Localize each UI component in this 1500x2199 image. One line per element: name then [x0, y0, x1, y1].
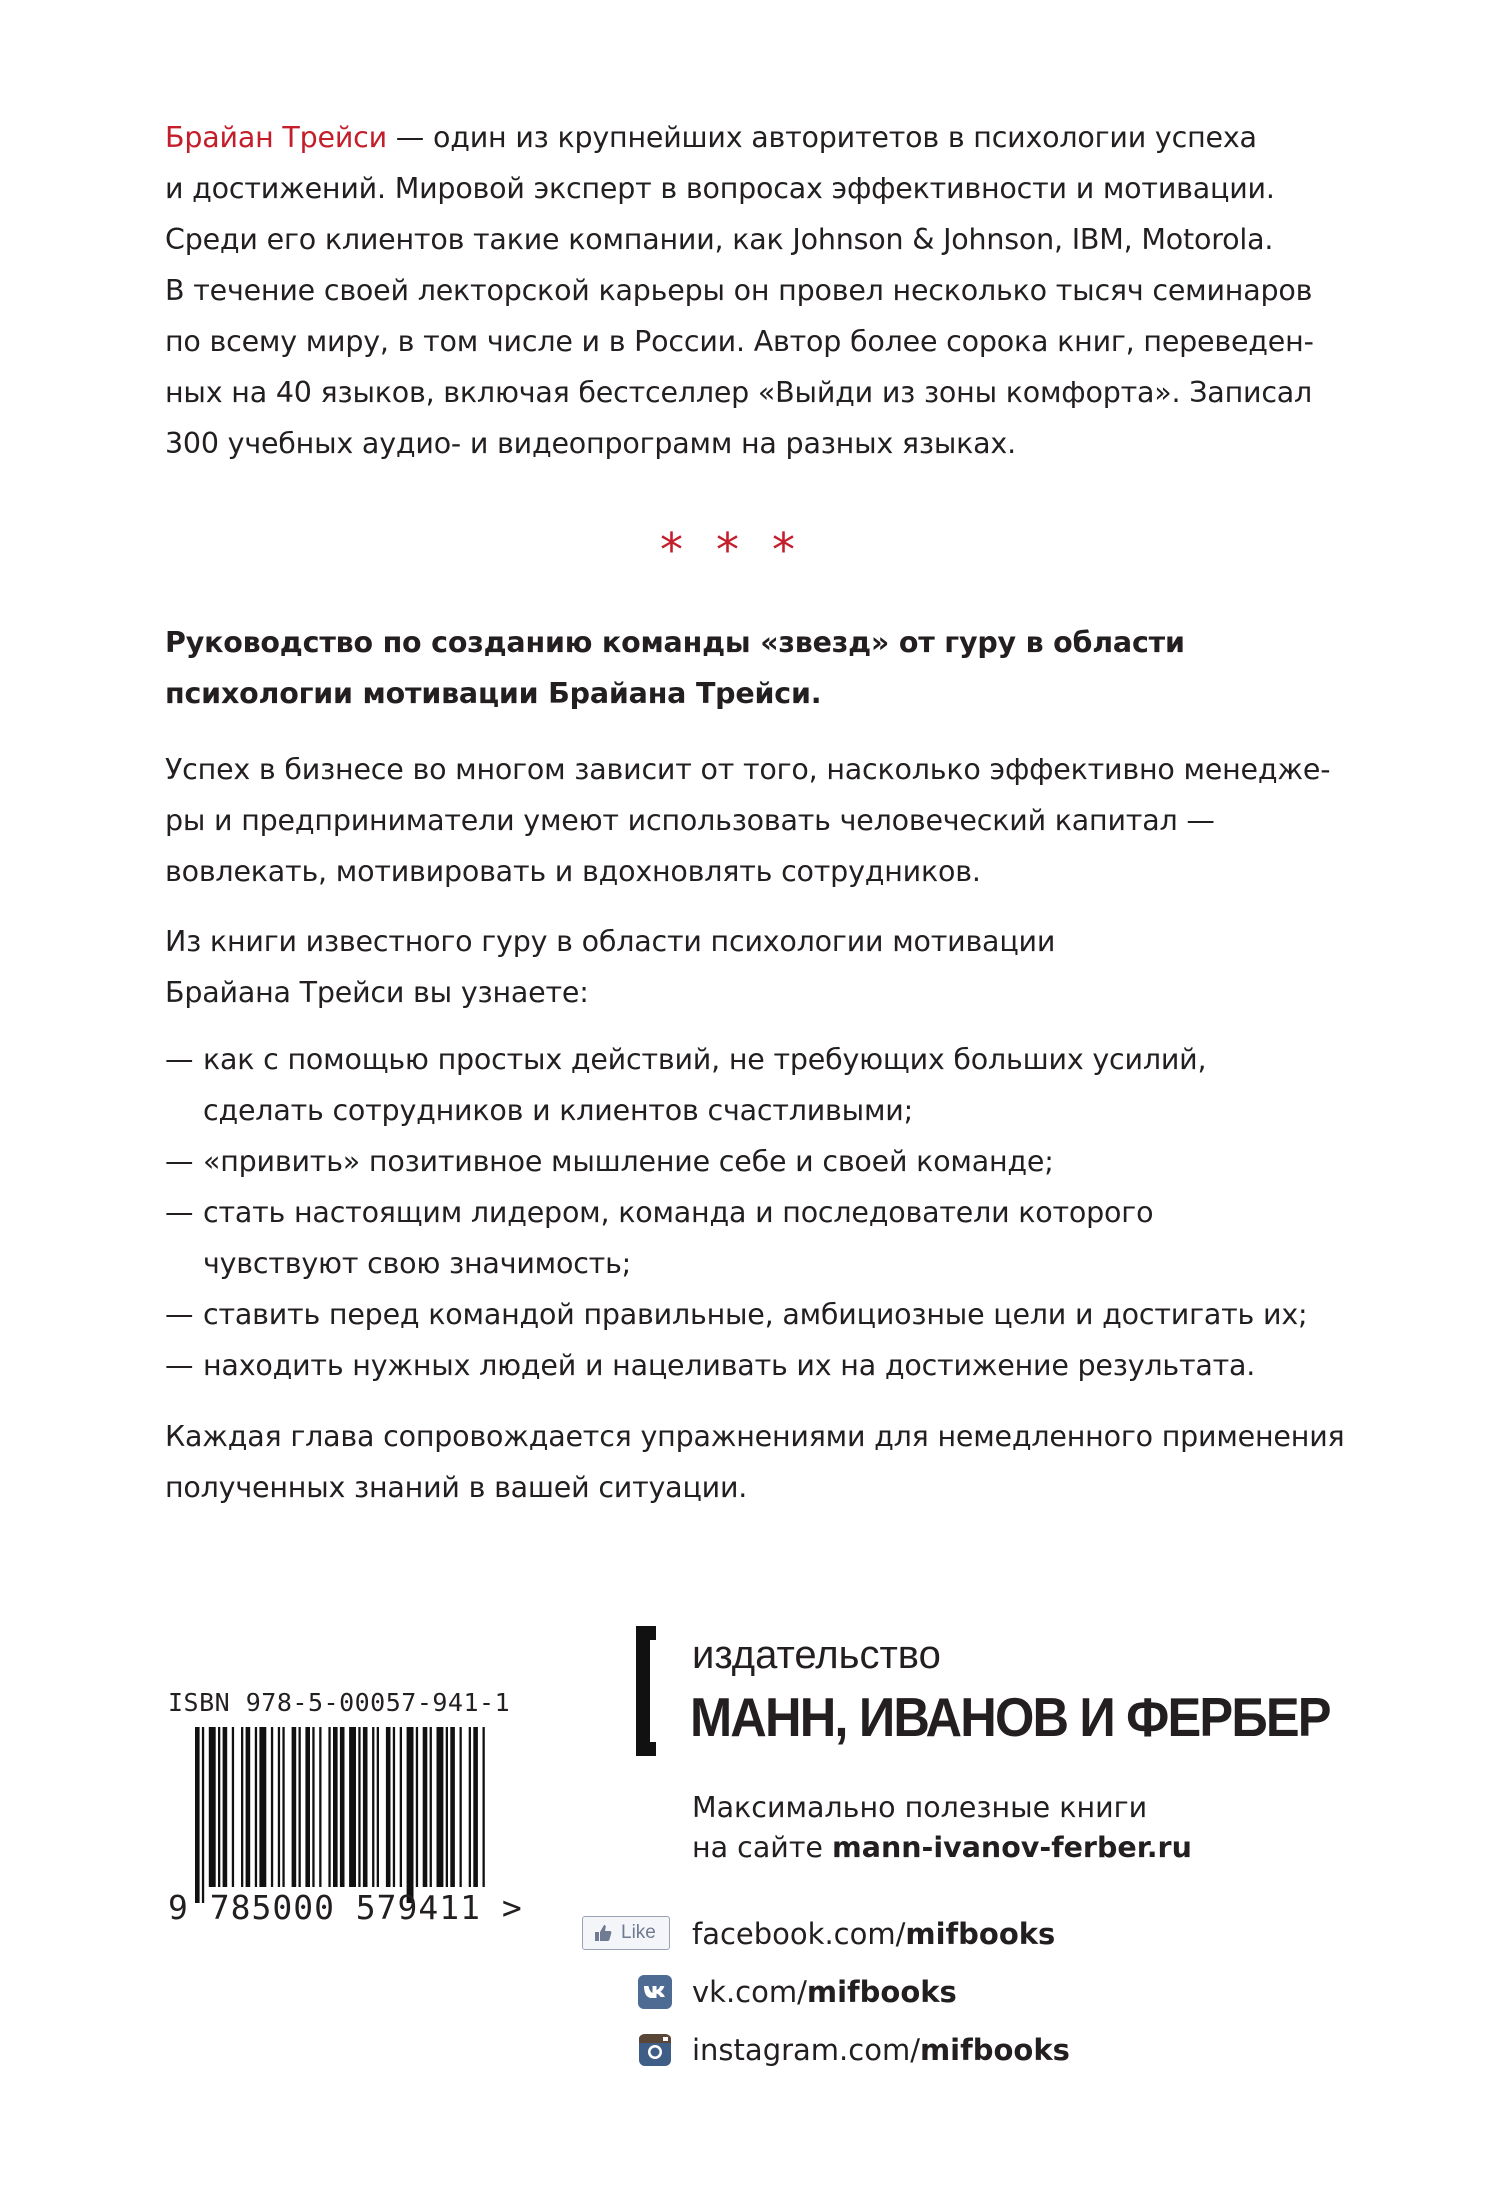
- vk-link[interactable]: [692, 1970, 957, 2014]
- bio-line: по всему миру, в том числе и в России. Автор более сорока книг, переведен-: [165, 325, 1314, 358]
- list-dash: —: [165, 1298, 194, 1331]
- paragraph-line: вовлекать, мотивировать и вдохновлять сотрудников.: [165, 855, 981, 888]
- list-item: [165, 1289, 1307, 1340]
- star-icon: *: [660, 523, 683, 577]
- list-dash: —: [165, 1196, 194, 1229]
- tagline-line: [692, 1828, 1192, 1868]
- isbn-label: ISBN 978-5-00057-941-1: [168, 1688, 511, 1717]
- website-link[interactable]: mann-ivanov-ferber.ru: [832, 1831, 1192, 1864]
- instagram-icon: [638, 2033, 672, 2067]
- publisher-name: МАНН, ИВАНОВ И ФЕРБЕР: [690, 1686, 1330, 1748]
- link-handle: mifbooks: [905, 1917, 1056, 1951]
- bio-line: 300 учебных аудио- и видеопрограмм на разных языках.: [165, 427, 1016, 460]
- list-item-text: «привить» позитивное мышление себе и своей команде;: [203, 1145, 1054, 1178]
- star-separator: [660, 520, 820, 580]
- list-item: [165, 1187, 1307, 1238]
- paragraph-line: Брайана Трейси вы узнаете:: [165, 976, 589, 1009]
- bio-line: Среди его клиентов такие компании, как Johnson & Johnson, IBM, Motorola.: [165, 223, 1274, 256]
- paragraph-line: Каждая глава сопровождается упражнениями для немедленного применения: [165, 1420, 1345, 1453]
- list-item-text: как с помощью простых действий, не требующих больших усилий,: [203, 1043, 1207, 1076]
- barcode-digits: 9 785000 579411 >: [168, 1888, 523, 1927]
- bio-line: ных на 40 языков, включая бестселлер «Выйди из зоны комфорта». Записал: [165, 376, 1313, 409]
- publisher-bracket: [636, 1626, 656, 1756]
- publisher-label: издательство: [692, 1633, 941, 1677]
- link-prefix: instagram.com/: [692, 2033, 920, 2067]
- list-item-continuation: сделать сотрудников и клиентов счастливыми;: [203, 1094, 913, 1127]
- bio-line: В течение своей лекторской карьеры он провел несколько тысяч семинаров: [165, 274, 1313, 307]
- list-item-text: ставить перед командой правильные, амбициозные цели и достигать их;: [203, 1298, 1308, 1331]
- list-item: [165, 1136, 1307, 1187]
- link-prefix: facebook.com/: [692, 1917, 906, 1951]
- link-prefix: vk.com/: [692, 1975, 807, 2009]
- list-item: [165, 1034, 1307, 1085]
- link-handle: mifbooks: [806, 1975, 957, 2009]
- list-item-text: находить нужных людей и нацеливать их на достижение результата.: [203, 1349, 1256, 1382]
- bio-line: [165, 112, 1340, 163]
- list-item-continuation: чувствуют свою значимость;: [203, 1247, 632, 1280]
- tagline-line: Максимально полезные книги: [692, 1791, 1148, 1824]
- paragraph-line: ры и предприниматели умеют использовать человеческий капитал —: [165, 804, 1215, 837]
- publisher-tagline: [692, 1788, 1192, 1868]
- star-icon: *: [772, 523, 795, 577]
- list-item: [165, 1340, 1307, 1391]
- like-label: Like: [621, 1922, 656, 1943]
- thumbs-up-icon: [593, 1923, 613, 1943]
- facebook-link[interactable]: [692, 1912, 1055, 1956]
- author-bio: [165, 112, 1340, 469]
- benefits-list: [165, 1034, 1307, 1391]
- author-name: Брайан Трейси: [165, 121, 387, 154]
- bio-text: — один из крупнейших авторитетов в психологии успеха: [386, 121, 1257, 154]
- body-paragraph: [165, 916, 1055, 1018]
- tagline-prefix: на сайте: [692, 1831, 833, 1864]
- instagram-link[interactable]: [692, 2028, 1070, 2072]
- barcode-icon: [195, 1727, 485, 1903]
- body-paragraph: [165, 744, 1330, 897]
- body-paragraph: [165, 1411, 1344, 1513]
- bio-line: и достижений. Мировой эксперт в вопросах эффективности и мотивации.: [165, 172, 1275, 205]
- star-icon: *: [716, 523, 739, 577]
- lead-line: Руководство по созданию команды «звезд» от гуру в области: [165, 626, 1185, 659]
- facebook-like-button[interactable]: [582, 1916, 670, 1950]
- paragraph-line: Из книги известного гуру в области психологии мотивации: [165, 925, 1056, 958]
- paragraph-line: Успех в бизнесе во многом зависит от того, насколько эффективно менедже-: [165, 753, 1331, 786]
- lead-line: психологии мотивации Брайана Трейси.: [165, 677, 822, 710]
- list-item-text: стать настоящим лидером, команда и последователи которого: [203, 1196, 1154, 1229]
- list-dash: —: [165, 1145, 194, 1178]
- paragraph-line: полученных знаний в вашей ситуации.: [165, 1471, 748, 1504]
- list-dash: —: [165, 1043, 194, 1076]
- lead-paragraph: [165, 617, 1185, 719]
- list-dash: —: [165, 1349, 194, 1382]
- link-handle: mifbooks: [919, 2033, 1070, 2067]
- vk-icon: [638, 1975, 672, 2009]
